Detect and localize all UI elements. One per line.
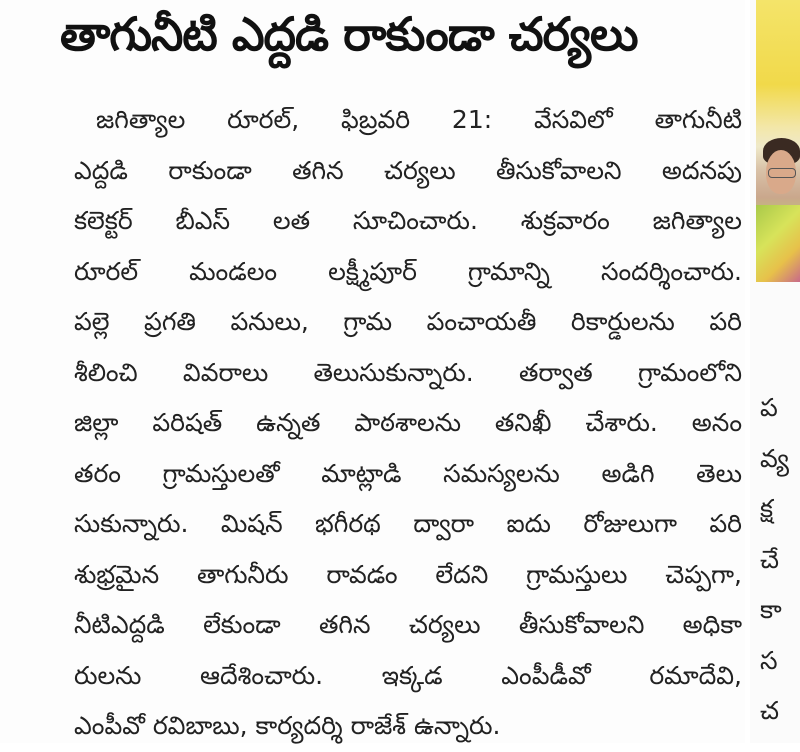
adjacent-line: చే <box>760 544 780 574</box>
adjacent-line: స <box>760 645 778 675</box>
adjacent-line: ప <box>760 393 778 422</box>
article-line: జిల్లా పరిషత్ ఉన్నత పాఠశాలను తనిఖీ చేశారు. అనం <box>74 408 742 437</box>
article-line: శుభ్రమైన తాగునీరు రావడం లేదని గ్రామస్తులు చెప్పగా, <box>74 559 742 589</box>
article-body <box>74 95 742 752</box>
adjacent-line: వ్య <box>760 443 789 473</box>
article-line: శీలించి వివరాలు తెలుసుకున్నారు. తర్వాత గ్రామంలోని <box>74 357 742 387</box>
article-line: రులను ఆదేశించారు. ఇక్కడ ఎంపీడీవో రమాదేవి, <box>74 660 742 690</box>
article-line: నీటిఎద్దడి లేకుండా తగిన చర్యలు తీసుకోవాలని అధికా <box>74 610 742 639</box>
photo-garment <box>756 205 800 282</box>
portrait-photo <box>756 0 800 282</box>
article-line: సుకున్నారు. మిషన్ భగీరథ ద్వారా ఐదు రోజులుగా పరి <box>74 509 742 538</box>
adjacent-article-text <box>760 383 800 737</box>
article-line: రూరల్ మండలం లక్ష్మీపూర్ గ్రామాన్ని సందర్శించారు. <box>74 256 742 286</box>
adjacent-line: క్ష <box>760 494 774 523</box>
article-line: తరం గ్రామస్తులతో మాట్లాడి సమస్యలను అడిగి తెలు <box>74 458 742 488</box>
article-line: ఎద్దడి రాకుండా తగిన చర్యలు తీసుకోవాలని అదనపు <box>74 155 742 185</box>
adjacent-column <box>750 0 800 743</box>
article-headline: తాగునీటి ఎద్దడి రాకుండా చర్యలు <box>60 7 638 61</box>
article-line: ఎంపీవో రవిబాబు, కార్యదర్శి రాజేశ్ ఉన్నారు. <box>74 711 501 740</box>
article-line: జగిత్యాల రూరల్, ఫిబ్రవరి 21: వేసవిలో తాగునీటి <box>96 105 742 134</box>
article-line: కలెక్టర్ బీఎస్ లత సూచించారు. శుక్రవారం జగిత్యాల <box>74 206 742 235</box>
article-line: పల్లె ప్రగతి పనులు, గ్రామ పంచాయతీ రికార్డులను పరి <box>74 307 742 336</box>
adjacent-line: చ <box>760 696 780 725</box>
photo-glasses <box>768 168 796 178</box>
adjacent-line: కా <box>760 595 782 624</box>
